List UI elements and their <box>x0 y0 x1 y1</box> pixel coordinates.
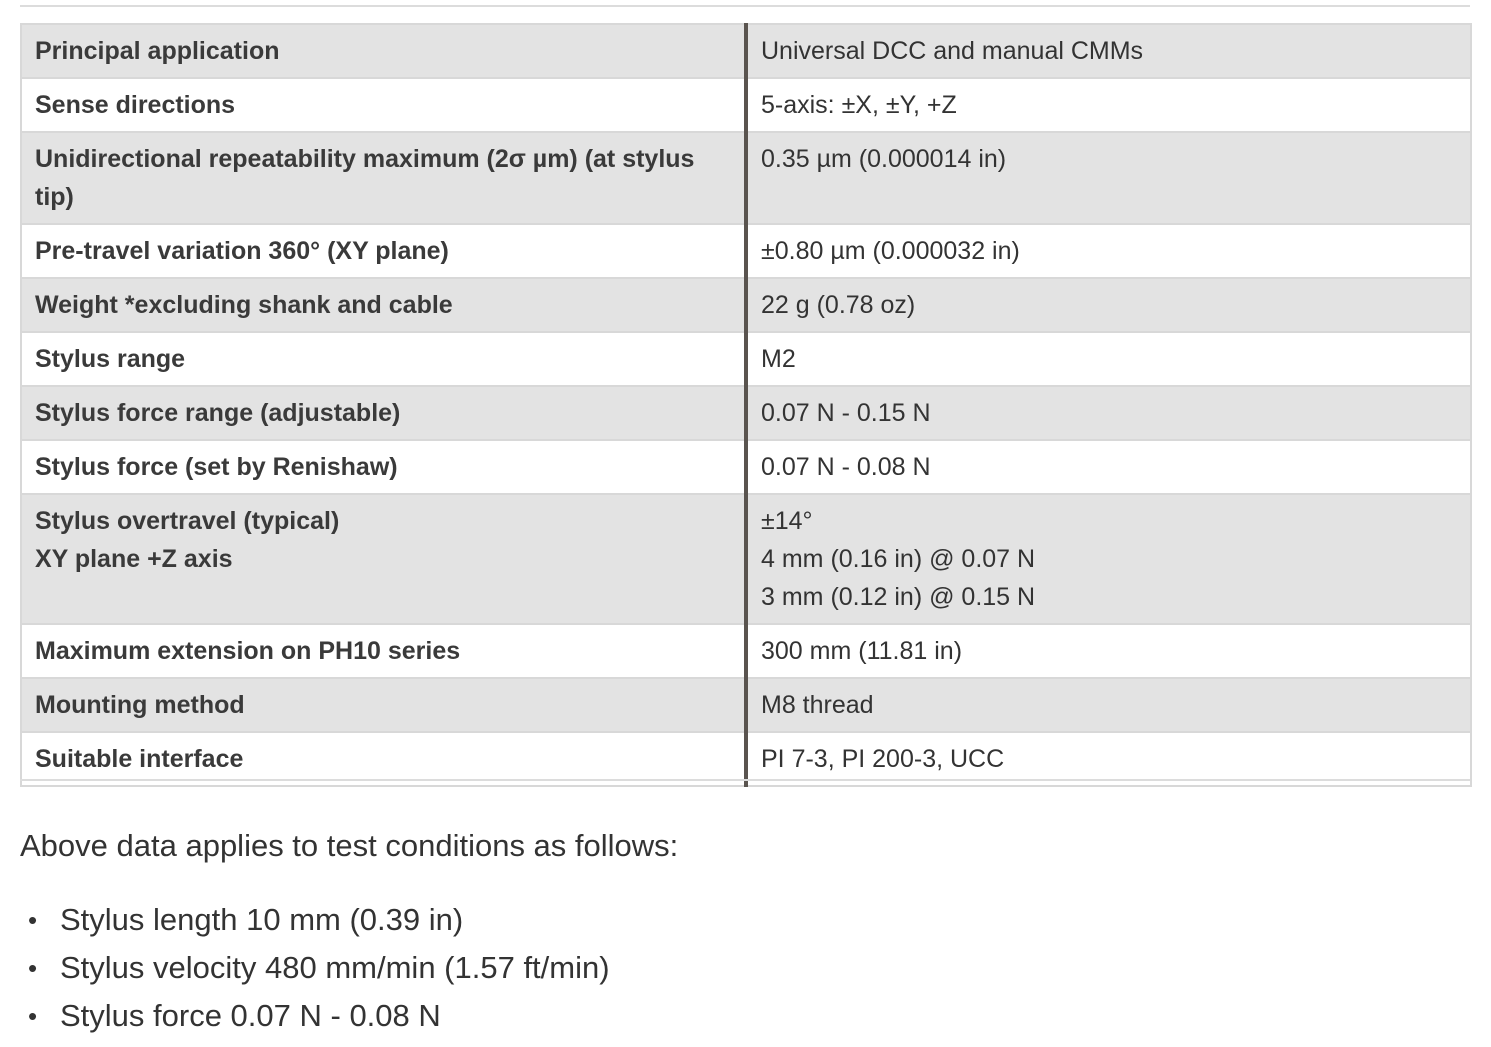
spec-value: ±0.80 µm (0.000032 in) <box>746 224 1471 278</box>
spec-label: Sense directions <box>21 78 746 132</box>
spec-row-pre-travel-variation <box>21 224 1471 278</box>
spec-value: Universal DCC and manual CMMs <box>746 24 1471 78</box>
list-item <box>20 992 610 1040</box>
spec-label: Stylus range <box>21 332 746 386</box>
spec-label: Stylus overtravel (typical) XY plane +Z axis <box>21 494 746 624</box>
spec-value: 0.07 N - 0.15 N <box>746 386 1471 440</box>
spec-row-sense-directions <box>21 78 1471 132</box>
spec-row-stylus-force-set <box>21 440 1471 494</box>
spec-row-stylus-force-range <box>21 386 1471 440</box>
list-item-text: Stylus force 0.07 N - 0.08 N <box>60 998 441 1033</box>
list-item <box>20 944 610 992</box>
spec-label: Unidirectional repeatability maximum (2σ µm) (at stylus tip) <box>21 132 746 224</box>
spec-value: 0.07 N - 0.08 N <box>746 440 1471 494</box>
test-conditions-intro: Above data applies to test conditions as follows: <box>20 828 679 863</box>
spec-row-weight <box>21 278 1471 332</box>
spec-label: Mounting method <box>21 678 746 732</box>
spec-value: 0.35 µm (0.000014 in) <box>746 132 1471 224</box>
bullet-icon: • <box>28 953 38 983</box>
list-item-text: Stylus velocity 480 mm/min (1.57 ft/min) <box>60 950 610 985</box>
spec-value: 22 g (0.78 oz) <box>746 278 1471 332</box>
spec-label: Stylus force range (adjustable) <box>21 386 746 440</box>
test-conditions-list <box>20 896 610 1040</box>
spec-value: M2 <box>746 332 1471 386</box>
spec-row-maximum-extension <box>21 624 1471 678</box>
spec-row-stylus-overtravel <box>21 494 1471 624</box>
specification-table <box>20 23 1472 787</box>
spec-value: M8 thread <box>746 678 1471 732</box>
bullet-icon: • <box>28 905 38 935</box>
spec-row-principal-application <box>21 24 1471 78</box>
spec-label: Principal application <box>21 24 746 78</box>
spec-row-repeatability <box>21 132 1471 224</box>
spec-label: Maximum extension on PH10 series <box>21 624 746 678</box>
spec-row-suitable-interface <box>21 732 1471 786</box>
spec-label: Stylus force (set by Renishaw) <box>21 440 746 494</box>
bullet-icon: • <box>28 1001 38 1031</box>
list-item <box>20 896 610 944</box>
spec-value: 5-axis: ±X, ±Y, +Z <box>746 78 1471 132</box>
list-item-text: Stylus length 10 mm (0.39 in) <box>60 902 464 937</box>
spec-value: PI 7-3, PI 200-3, UCC <box>746 732 1471 786</box>
spec-value: 300 mm (11.81 in) <box>746 624 1471 678</box>
spec-row-stylus-range <box>21 332 1471 386</box>
spec-label: Suitable interface <box>21 732 746 786</box>
spec-row-mounting-method <box>21 678 1471 732</box>
spec-label: Weight *excluding shank and cable <box>21 278 746 332</box>
spec-label: Pre-travel variation 360° (XY plane) <box>21 224 746 278</box>
spec-value: ±14° 4 mm (0.16 in) @ 0.07 N 3 mm (0.12 in) @ 0.15 N <box>746 494 1471 624</box>
top-divider <box>20 5 1470 7</box>
bottom-divider <box>20 779 1470 781</box>
